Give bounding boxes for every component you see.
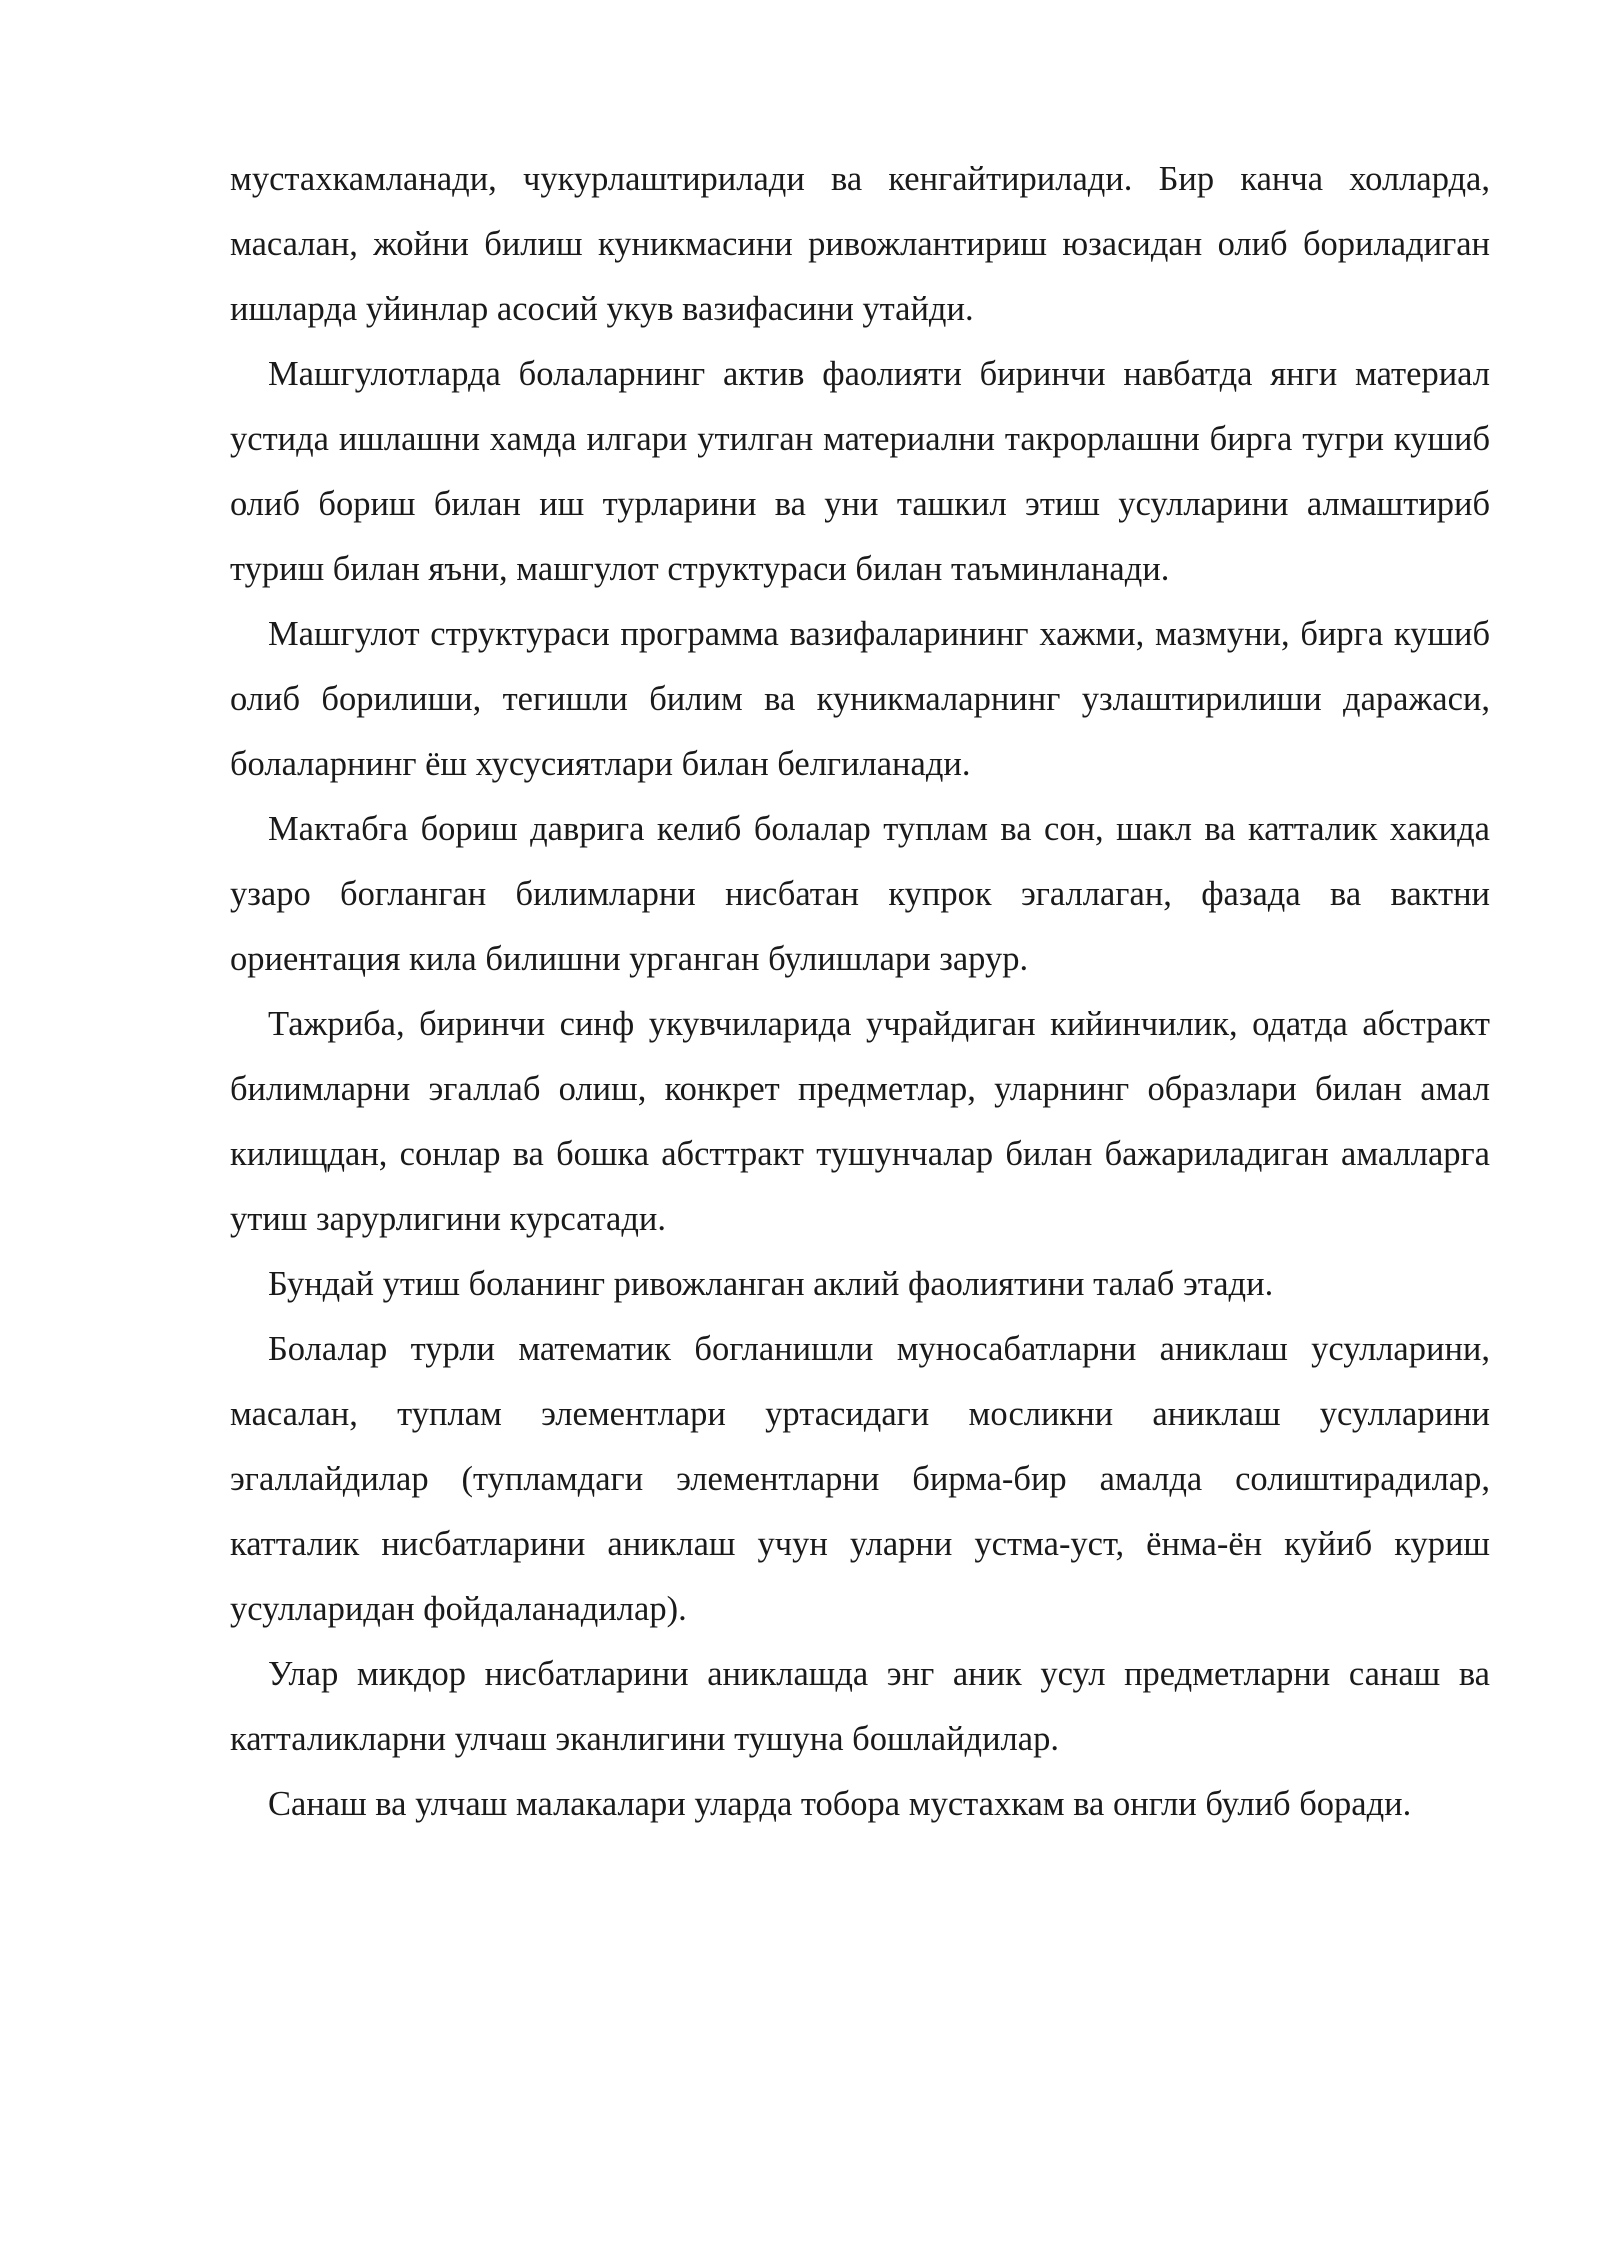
paragraph: Мактабга бориш даврига келиб болалар туплам ва сон, шакл ва катталик хакида узаро богланган билимларни нисбатан купрок эгаллаган, фазада ва вактни ориентация кила билишни урганган булишлари зарур. xyxy=(230,810,1490,978)
document-body xyxy=(230,147,1490,1837)
paragraph: Улар микдор нисбатларини аниклашда энг аник усул предметларни санаш ва катталикларни улчаш эканлигини тушуна бошлайдилар. xyxy=(230,1655,1490,1758)
paragraph-continuation: мустахкамланади, чукурлаштирилади ва кенгайтирилади. Бир канча холларда, масалан, жойни билиш куникмасини ривожлантириш юзасидан олиб бориладиган ишларда уйинлар асосий укув вазифасини утайди. xyxy=(230,160,1490,328)
paragraph: Бундай утиш боланинг ривожланган аклий фаолиятини талаб этади. xyxy=(268,1265,1274,1303)
paragraph: Тажриба, биринчи синф укувчиларида учрайдиган кийинчилик, одатда абстракт билимларни эгаллаб олиш, конкрет предметлар, уларнинг образлари билан амал килищдан, сонлар ва бошка абсттракт тушунчалар билан бажариладиган амалларга утиш зарурлигини курсатади. xyxy=(230,1005,1490,1238)
paragraph: Санаш ва улчаш малакалари уларда тобора мустахкам ва онгли булиб боради. xyxy=(268,1785,1412,1823)
paragraph: Болалар турли математик богланишли муносабатларни аниклаш усулларини, масалан, туплам элементлари уртасидаги мосликни аниклаш усулларини эгаллайдилар (тупламдаги элементларни бирма-бир амалда солиштирадилар, катталик нисбатларини аниклаш учун уларни устма-уст, ёнма-ён куйиб куриш усулларидан фойдаланадилар). xyxy=(230,1330,1490,1628)
paragraph: Машгулот структураси программа вазифаларининг хажми, мазмуни, бирга кушиб олиб борилиши, тегишли билим ва куникмаларнинг узлаштирилиши даражаси, болаларнинг ёш хусусиятлари билан белгиланади. xyxy=(230,615,1490,783)
paragraph: Машгулотларда болаларнинг актив фаолияти биринчи навбатда янги материал устида ишлашни хамда илгари утилган материални такрорлашни бирга тугри кушиб олиб бориш билан иш турларини ва уни ташкил этиш усулларини алмаштириб туриш билан яъни, машгулот структураси билан таъминланади. xyxy=(230,355,1490,588)
